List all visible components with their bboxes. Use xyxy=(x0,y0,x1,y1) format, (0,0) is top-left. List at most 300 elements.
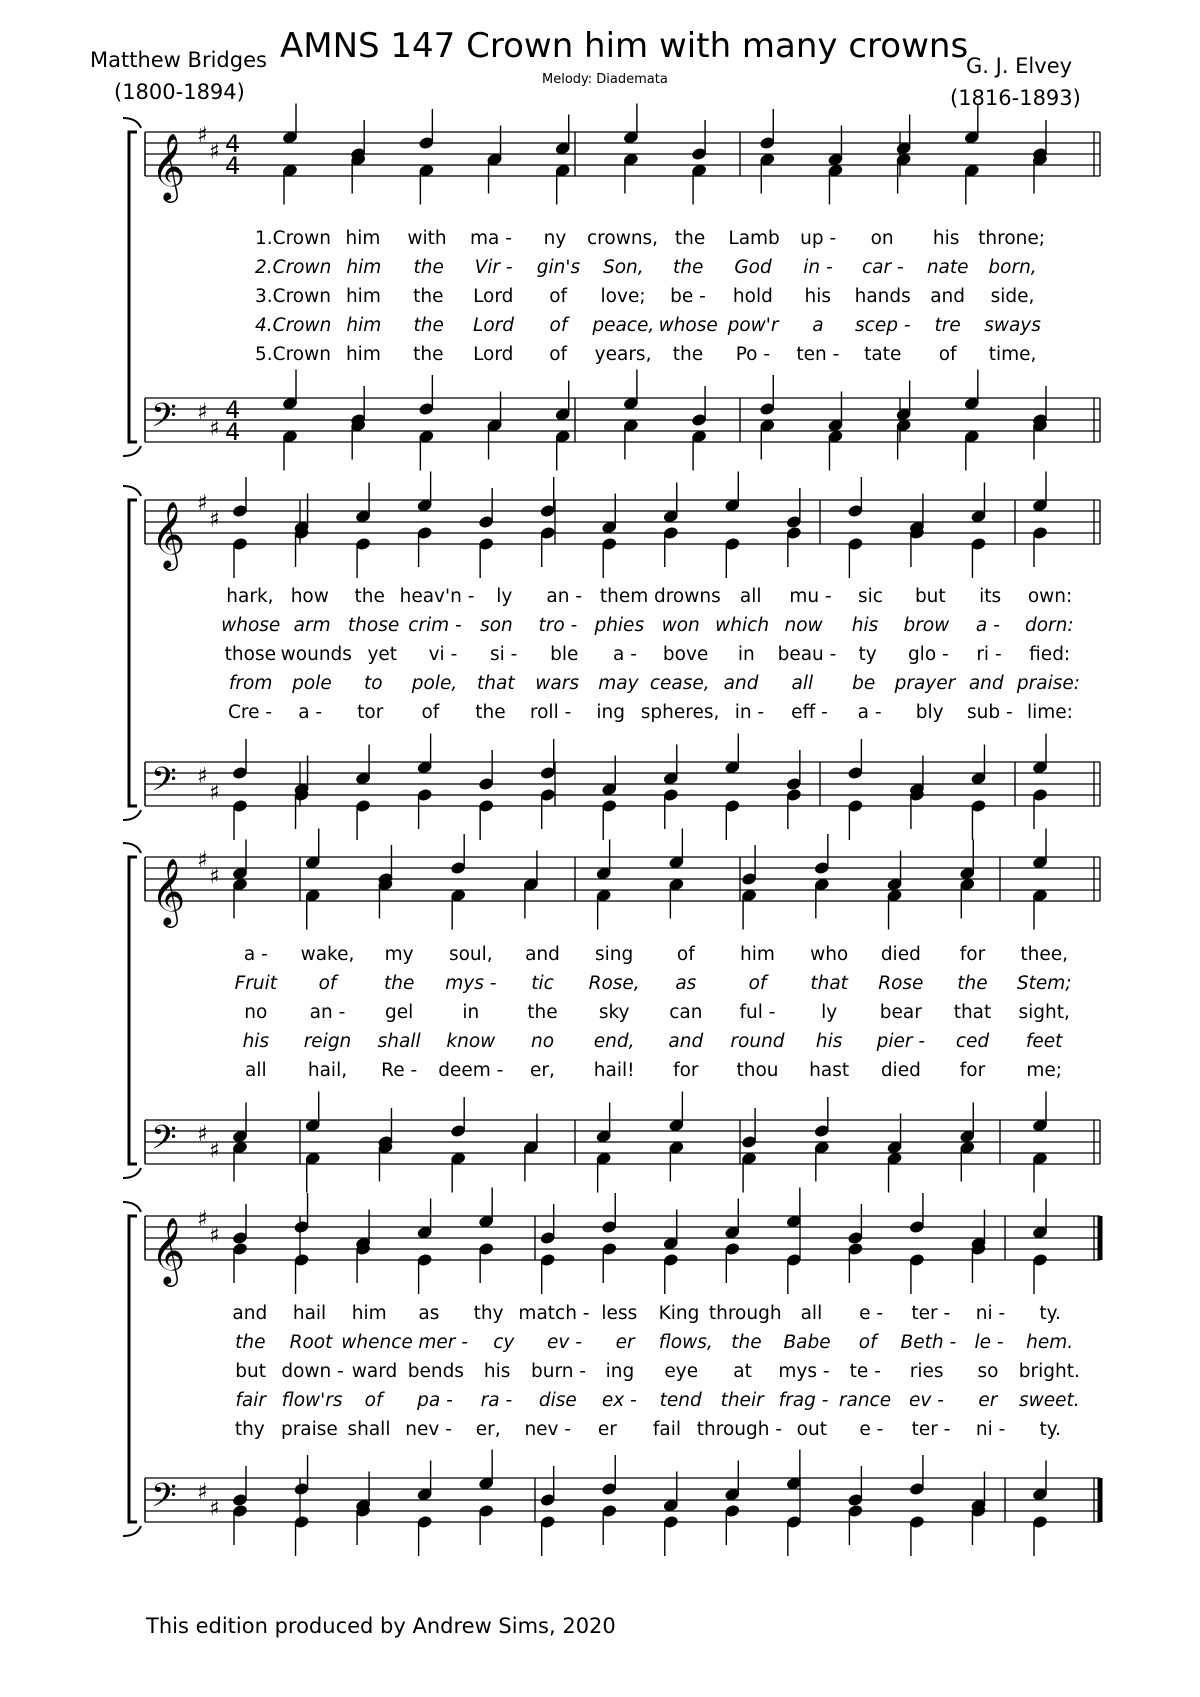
lyric-syllable: ny xyxy=(543,228,567,249)
lyric-syllable: a xyxy=(812,315,824,336)
lyric-syllable: match - xyxy=(518,1303,590,1324)
lyric-syllable: hail, xyxy=(307,1060,348,1081)
lyric-syllable: and xyxy=(668,1031,704,1052)
lyric-syllable: car - xyxy=(861,257,904,278)
lyric-syllable: thou xyxy=(736,1060,779,1081)
lyric-syllable: ward xyxy=(351,1361,398,1382)
lyric-syllable: ries xyxy=(909,1361,944,1382)
lyric-syllable: hands xyxy=(854,286,911,307)
lyric-syllable: as xyxy=(675,973,697,994)
lyric-syllable: down - xyxy=(281,1361,344,1382)
lyric-syllable: heav'n - xyxy=(399,586,475,607)
lyric-syllable: mys - xyxy=(778,1361,830,1382)
key-signature-sharp: ♯ xyxy=(197,400,208,425)
lyric-syllable: bove xyxy=(662,644,709,665)
lyric-syllable: and xyxy=(723,673,759,694)
lyric-syllable: a - xyxy=(243,944,268,965)
lyric-syllable: hail xyxy=(292,1303,327,1324)
lyric-syllable: side, xyxy=(990,286,1035,307)
lyric-syllable: sight, xyxy=(1018,1002,1070,1023)
lyric-syllable: 4.Crown xyxy=(255,315,332,336)
lyric-syllable: but xyxy=(914,586,946,607)
lyric-syllable: sing xyxy=(595,944,634,965)
lyric-syllable: soul, xyxy=(448,944,493,965)
key-signature-sharp: ♯ xyxy=(197,123,208,148)
lyric-syllable: Son, xyxy=(602,257,644,278)
lyric-syllable: that xyxy=(953,1002,992,1023)
lyric-syllable: of xyxy=(421,702,440,723)
lyric-syllable: who xyxy=(810,944,849,965)
lyric-syllable: out xyxy=(796,1419,827,1440)
lyric-syllable: those xyxy=(347,615,400,636)
lyric-syllable: him xyxy=(740,944,775,965)
lyric-syllable: frag - xyxy=(778,1390,829,1411)
lyric-syllable: the xyxy=(957,973,988,994)
key-signature-sharp: ♯ xyxy=(209,780,220,806)
lyric-syllable: crowns, xyxy=(587,228,659,249)
lyric-syllable: dorn: xyxy=(1024,615,1074,636)
lyric-syllable: son xyxy=(480,615,513,636)
lyric-syllable: prayer xyxy=(894,673,956,694)
lyric-syllable: to xyxy=(363,673,383,694)
lyric-syllable: ri - xyxy=(976,644,1002,665)
lyric-syllable: him xyxy=(345,228,381,249)
lyric-syllable: flow'rs xyxy=(281,1390,343,1411)
verse-3-line xyxy=(255,282,1045,312)
lyric-syllable: from xyxy=(228,673,273,694)
key-signature-sharp: ♯ xyxy=(197,1480,208,1505)
lyric-syllable: pa - xyxy=(417,1390,453,1411)
lyric-syllable: for xyxy=(959,1060,986,1081)
lyric-syllable: ter - xyxy=(911,1419,951,1440)
lyric-syllable: of xyxy=(676,944,695,965)
lyric-syllable: pier - xyxy=(876,1031,926,1052)
lyric-syllable: e - xyxy=(859,1419,884,1440)
lyric-syllable: dise xyxy=(538,1390,577,1411)
lyric-syllable: won xyxy=(661,615,700,636)
lyric-syllable: as xyxy=(418,1303,440,1324)
lyric-syllable: bly xyxy=(915,702,944,723)
lyric-syllable: whose xyxy=(658,315,718,336)
lyric-syllable: no xyxy=(244,1002,268,1023)
lyric-syllable: reign xyxy=(303,1031,352,1052)
lyric-syllable: their xyxy=(720,1390,764,1411)
lyric-syllable: wounds xyxy=(280,644,352,665)
key-signature-sharp: ♯ xyxy=(209,864,220,890)
lyric-syllable: roll - xyxy=(529,702,572,723)
bass-clef-icon: 𝄢 xyxy=(151,761,177,807)
lyric-syllable: hem. xyxy=(1026,1332,1074,1353)
lyric-syllable: his xyxy=(851,615,879,636)
bass-clef-icon: 𝄢 xyxy=(151,1477,177,1523)
lyric-syllable: which xyxy=(715,615,770,636)
lyric-syllable: Stem; xyxy=(1016,973,1072,994)
lyric-syllable: sways xyxy=(984,315,1041,336)
verse-4-line xyxy=(220,1386,1080,1416)
lyric-syllable: him xyxy=(346,315,382,336)
lyric-syllable: his xyxy=(483,1361,511,1382)
time-signature-numerator: 4 xyxy=(225,396,241,424)
lyric-syllable: sub - xyxy=(967,702,1013,723)
lyric-syllable: a - xyxy=(613,644,637,665)
lyric-syllable: pole, xyxy=(411,673,458,694)
lyric-syllable: ced xyxy=(955,1031,990,1052)
lyric-syllable: an - xyxy=(309,1002,346,1023)
lyric-syllable: er xyxy=(615,1332,635,1353)
lyric-syllable: of xyxy=(549,315,568,336)
lyric-syllable: wake, xyxy=(300,944,355,965)
lyric-syllable: fail xyxy=(652,1419,682,1440)
system-bracket xyxy=(129,857,137,1164)
lyric-syllable: and xyxy=(232,1303,268,1324)
lyric-syllable: him xyxy=(346,257,382,278)
treble-clef-icon: 𝄞 xyxy=(151,500,186,568)
verse-3-line xyxy=(220,998,1080,1028)
lyric-syllable: lime: xyxy=(1026,702,1073,723)
lyric-syllable: with xyxy=(407,228,447,249)
lyric-syllable: nev - xyxy=(405,1419,452,1440)
verse-2-line xyxy=(255,253,1045,283)
lyric-syllable: all xyxy=(739,586,762,607)
lyric-syllable: pow'r xyxy=(727,315,779,336)
lyric-syllable: Lord xyxy=(473,344,514,365)
lyric-syllable: sic xyxy=(857,586,883,607)
lyric-syllable: ble xyxy=(550,644,579,665)
lyric-syllable: Lord xyxy=(473,286,514,307)
treble-clef-icon: 𝄞 xyxy=(151,132,186,200)
bracket-hook xyxy=(123,810,141,820)
author-name: Matthew Bridges xyxy=(90,48,267,72)
lyric-syllable: for xyxy=(673,1060,699,1081)
lyric-syllable: ten - xyxy=(796,344,840,365)
lyric-syllable: and xyxy=(968,673,1004,694)
key-signature-sharp: ♯ xyxy=(209,1496,220,1522)
lyric-syllable: the xyxy=(354,586,385,607)
lyric-syllable: Cre - xyxy=(228,702,273,723)
key-signature-sharp: ♯ xyxy=(209,1138,220,1164)
lyric-syllable: tend xyxy=(659,1390,702,1411)
key-signature-sharp: ♯ xyxy=(197,764,208,789)
lyric-syllable: an - xyxy=(546,586,582,607)
lyric-syllable: the xyxy=(672,344,704,365)
lyric-syllable: round xyxy=(730,1031,785,1052)
lyric-syllable: end, xyxy=(593,1031,635,1052)
hymn-title: AMNS 147 Crown him with many crowns xyxy=(280,26,969,66)
lyric-syllable: er, xyxy=(530,1060,555,1081)
lyric-syllable: its xyxy=(979,586,1002,607)
time-signature-denominator: 4 xyxy=(225,152,241,180)
lyric-syllable: the xyxy=(235,1332,266,1353)
bracket-hook xyxy=(123,1202,141,1212)
lyric-syllable: own: xyxy=(1027,586,1073,607)
lyric-syllable: of xyxy=(938,344,957,365)
lyric-syllable: cease, xyxy=(649,673,710,694)
lyric-syllable: bear xyxy=(879,1002,922,1023)
lyric-syllable: through - xyxy=(696,1419,783,1440)
lyric-syllable: died xyxy=(880,944,921,965)
lyric-syllable: praise xyxy=(280,1419,338,1440)
lyric-syllable: the xyxy=(413,344,444,365)
composer-dates: (1816-1893) xyxy=(950,86,1081,110)
lyric-syllable: a - xyxy=(975,615,1000,636)
verse-2-line xyxy=(220,969,1080,999)
lyric-syllable: hark, xyxy=(226,586,274,607)
lyric-syllable: te - xyxy=(849,1361,881,1382)
lyric-syllable: the xyxy=(672,257,704,278)
bass-clef-icon: 𝄢 xyxy=(151,397,177,443)
lyric-syllable: drowns xyxy=(653,586,721,607)
lyric-syllable: ex - xyxy=(601,1390,637,1411)
verse-1-line xyxy=(255,224,1045,254)
lyric-syllable: Lamb xyxy=(728,228,780,249)
lyric-syllable: peace, xyxy=(592,315,655,336)
verse-4-line xyxy=(220,1027,1080,1057)
lyric-syllable: God xyxy=(734,257,772,278)
lyric-syllable: mys - xyxy=(445,973,497,994)
lyric-syllable: the xyxy=(475,702,506,723)
lyric-syllable: the xyxy=(383,973,415,994)
key-signature-sharp: ♯ xyxy=(209,507,220,533)
lyric-syllable: them xyxy=(599,586,649,607)
lyric-syllable: 2.Crown xyxy=(255,257,332,278)
lyric-syllable: now xyxy=(784,615,823,636)
lyric-syllable: Re - xyxy=(381,1060,418,1081)
verse-3-line xyxy=(220,640,1080,670)
lyric-syllable: crim - xyxy=(408,615,462,636)
lyric-syllable: a - xyxy=(298,702,323,723)
lyric-syllable: brow xyxy=(903,615,950,636)
lyric-syllable: Vir - xyxy=(474,257,513,278)
lyric-syllable: through xyxy=(708,1303,782,1324)
lyric-syllable: those xyxy=(224,644,276,665)
lyric-syllable: born, xyxy=(988,257,1037,278)
lyric-syllable: ni - xyxy=(975,1419,1006,1440)
lyric-syllable: less xyxy=(601,1303,638,1324)
lyric-syllable: throne; xyxy=(978,228,1045,249)
lyric-syllable: hold xyxy=(732,286,773,307)
lyric-syllable: er, xyxy=(475,1419,501,1440)
lyric-syllable: sky xyxy=(598,1002,630,1023)
key-signature-sharp: ♯ xyxy=(197,1207,208,1232)
lyric-syllable: ev - xyxy=(547,1332,582,1353)
lyric-syllable: thee, xyxy=(1020,944,1068,965)
lyric-syllable: gel xyxy=(385,1002,414,1023)
lyric-syllable: Lord xyxy=(473,315,515,336)
lyric-syllable: shall xyxy=(377,1031,421,1052)
lyric-syllable: whence xyxy=(341,1332,413,1353)
lyric-syllable: le - xyxy=(974,1332,1004,1353)
lyric-syllable: glo - xyxy=(907,644,949,665)
lyric-syllable: of xyxy=(364,1390,383,1411)
lyric-syllable: of xyxy=(748,973,767,994)
lyric-syllable: died xyxy=(880,1060,921,1081)
lyric-syllable: King xyxy=(658,1303,700,1324)
lyric-syllable: phies xyxy=(594,615,645,636)
treble-clef-icon: 𝄞 xyxy=(151,857,186,925)
lyric-syllable: be - xyxy=(670,286,706,307)
system-bracket xyxy=(129,132,137,442)
lyric-syllable: of xyxy=(549,344,568,365)
lyric-syllable: him xyxy=(345,344,381,365)
bracket-hook xyxy=(123,1168,141,1178)
melody-name: Melody: Diademata xyxy=(542,72,668,87)
lyric-syllable: tre xyxy=(934,315,961,336)
lyric-syllable: ev - xyxy=(908,1390,944,1411)
lyric-syllable: his xyxy=(242,1031,270,1052)
bracket-hook xyxy=(123,486,141,496)
verse-5-line xyxy=(220,698,1080,728)
verse-3-line xyxy=(220,1357,1080,1387)
author-dates: (1800-1894) xyxy=(114,80,245,104)
lyric-syllable: me; xyxy=(1026,1060,1062,1081)
lyric-syllable: hail! xyxy=(593,1060,635,1081)
time-signature-denominator: 4 xyxy=(225,418,241,446)
edition-credit: This edition produced by Andrew Sims, 2020 xyxy=(146,1614,616,1638)
key-signature-sharp: ♯ xyxy=(209,139,220,165)
lyric-syllable: in xyxy=(462,1002,480,1023)
lyric-syllable: wars xyxy=(535,673,579,694)
lyric-syllable: in xyxy=(737,644,755,665)
lyric-syllable: bends xyxy=(407,1361,464,1382)
system-bracket xyxy=(129,500,137,806)
lyric-syllable: 3.Crown xyxy=(255,286,331,307)
lyric-syllable: vi - xyxy=(428,644,458,665)
lyric-syllable: nev - xyxy=(524,1419,572,1440)
lyric-syllable: a - xyxy=(857,702,882,723)
lyric-syllable: gin's xyxy=(536,257,581,278)
lyric-syllable: be xyxy=(852,673,876,694)
lyric-syllable: eff - xyxy=(791,702,828,723)
lyric-syllable: but xyxy=(235,1361,267,1382)
lyric-syllable: his xyxy=(804,286,832,307)
bracket-hook xyxy=(123,843,141,853)
lyric-syllable: scep - xyxy=(855,315,911,336)
lyric-syllable: ing xyxy=(596,702,625,723)
lyric-syllable: all xyxy=(245,1060,267,1081)
lyric-syllable: ty. xyxy=(1039,1419,1061,1440)
verse-1-line xyxy=(220,940,1080,970)
lyric-syllable: and xyxy=(525,944,560,965)
lyric-syllable: the xyxy=(413,315,444,336)
lyric-syllable: er xyxy=(978,1390,998,1411)
verse-1-line xyxy=(220,582,1080,612)
lyric-syllable: his xyxy=(932,228,960,249)
lyric-syllable: e - xyxy=(859,1303,884,1324)
lyric-syllable: cy xyxy=(493,1332,515,1353)
lyric-syllable: fied: xyxy=(1029,644,1071,665)
lyric-syllable: for xyxy=(959,944,986,965)
bass-clef-icon: 𝄢 xyxy=(151,1119,177,1165)
lyric-syllable: ni - xyxy=(975,1303,1006,1324)
bracket-hook xyxy=(123,1526,141,1536)
lyric-syllable: Fruit xyxy=(234,973,278,994)
key-signature-sharp: ♯ xyxy=(209,1223,220,1249)
lyric-syllable: whose xyxy=(221,615,281,636)
lyric-syllable: Root xyxy=(289,1332,333,1353)
lyric-syllable: praise: xyxy=(1016,673,1080,694)
bracket-hook xyxy=(123,446,141,456)
lyric-syllable: pole xyxy=(292,673,332,694)
lyric-syllable: Beth - xyxy=(900,1332,957,1353)
lyric-syllable: Rose, xyxy=(588,973,640,994)
lyric-syllable: may xyxy=(598,673,639,694)
lyric-syllable: thy xyxy=(234,1419,265,1440)
lyric-syllable: hast xyxy=(809,1060,850,1081)
lyric-syllable: the xyxy=(413,257,444,278)
lyric-syllable: bright. xyxy=(1018,1361,1080,1382)
lyric-syllable: tic xyxy=(531,973,554,994)
verse-5-line xyxy=(220,1415,1080,1445)
lyric-syllable: nate xyxy=(926,257,969,278)
lyric-syllable: ra - xyxy=(480,1390,513,1411)
lyric-syllable: how xyxy=(290,586,329,607)
lyric-syllable: rance xyxy=(838,1390,892,1411)
verse-5-line xyxy=(220,1056,1080,1086)
lyric-syllable: the xyxy=(527,1002,558,1023)
lyric-syllable: ter - xyxy=(911,1303,951,1324)
lyric-syllable: his xyxy=(815,1031,843,1052)
lyric-syllable: 5.Crown xyxy=(255,344,331,365)
lyric-syllable: of xyxy=(858,1332,877,1353)
lyric-syllable: ful - xyxy=(739,1002,776,1023)
lyric-syllable: in - xyxy=(803,257,833,278)
key-signature-sharp: ♯ xyxy=(209,416,220,442)
lyric-syllable: up - xyxy=(800,228,837,249)
lyric-syllable: at xyxy=(733,1361,752,1382)
lyric-syllable: arm xyxy=(293,615,331,636)
lyric-syllable: ly xyxy=(496,586,513,607)
lyric-syllable: sweet. xyxy=(1018,1390,1080,1411)
verse-5-line xyxy=(255,340,1045,370)
lyric-syllable: ma - xyxy=(470,228,512,249)
lyric-syllable: the xyxy=(674,228,706,249)
lyric-syllable: him xyxy=(345,286,381,307)
lyric-syllable: si - xyxy=(489,644,518,665)
lyric-syllable: and xyxy=(930,286,966,307)
lyric-syllable: Rose xyxy=(878,973,924,994)
lyric-syllable: ty. xyxy=(1039,1303,1061,1324)
lyric-syllable: him xyxy=(351,1303,387,1324)
lyric-syllable: flows, xyxy=(658,1332,713,1353)
lyric-syllable: can xyxy=(669,1002,703,1023)
treble-clef-icon: 𝄞 xyxy=(151,1216,186,1284)
lyric-syllable: spheres, xyxy=(640,702,720,723)
lyric-syllable: 1.Crown xyxy=(255,228,331,249)
lyric-syllable: in - xyxy=(734,702,765,723)
lyric-syllable: mu - xyxy=(789,586,832,607)
time-signature-numerator: 4 xyxy=(225,130,241,158)
lyric-syllable: burn - xyxy=(531,1361,587,1382)
lyric-syllable: er xyxy=(597,1419,617,1440)
verse-1-line xyxy=(220,1299,1080,1329)
lyric-syllable: tor xyxy=(357,702,384,723)
lyric-syllable: Po - xyxy=(735,344,771,365)
lyric-syllable: ing xyxy=(605,1361,635,1382)
key-signature-sharp: ♯ xyxy=(197,491,208,516)
lyric-syllable: the xyxy=(731,1332,762,1353)
lyric-syllable: tate xyxy=(864,344,902,365)
lyric-syllable: all xyxy=(791,673,814,694)
verse-2-line xyxy=(220,611,1080,641)
lyric-syllable: so xyxy=(977,1361,999,1382)
composer-name: G. J. Elvey xyxy=(966,54,1073,78)
lyric-syllable: of xyxy=(549,286,568,307)
verse-4-line xyxy=(255,311,1045,341)
lyric-syllable: beau - xyxy=(777,644,837,665)
lyric-syllable: ly xyxy=(821,1002,838,1023)
lyric-syllable: on xyxy=(870,228,894,249)
lyric-syllable: Babe xyxy=(783,1332,831,1353)
